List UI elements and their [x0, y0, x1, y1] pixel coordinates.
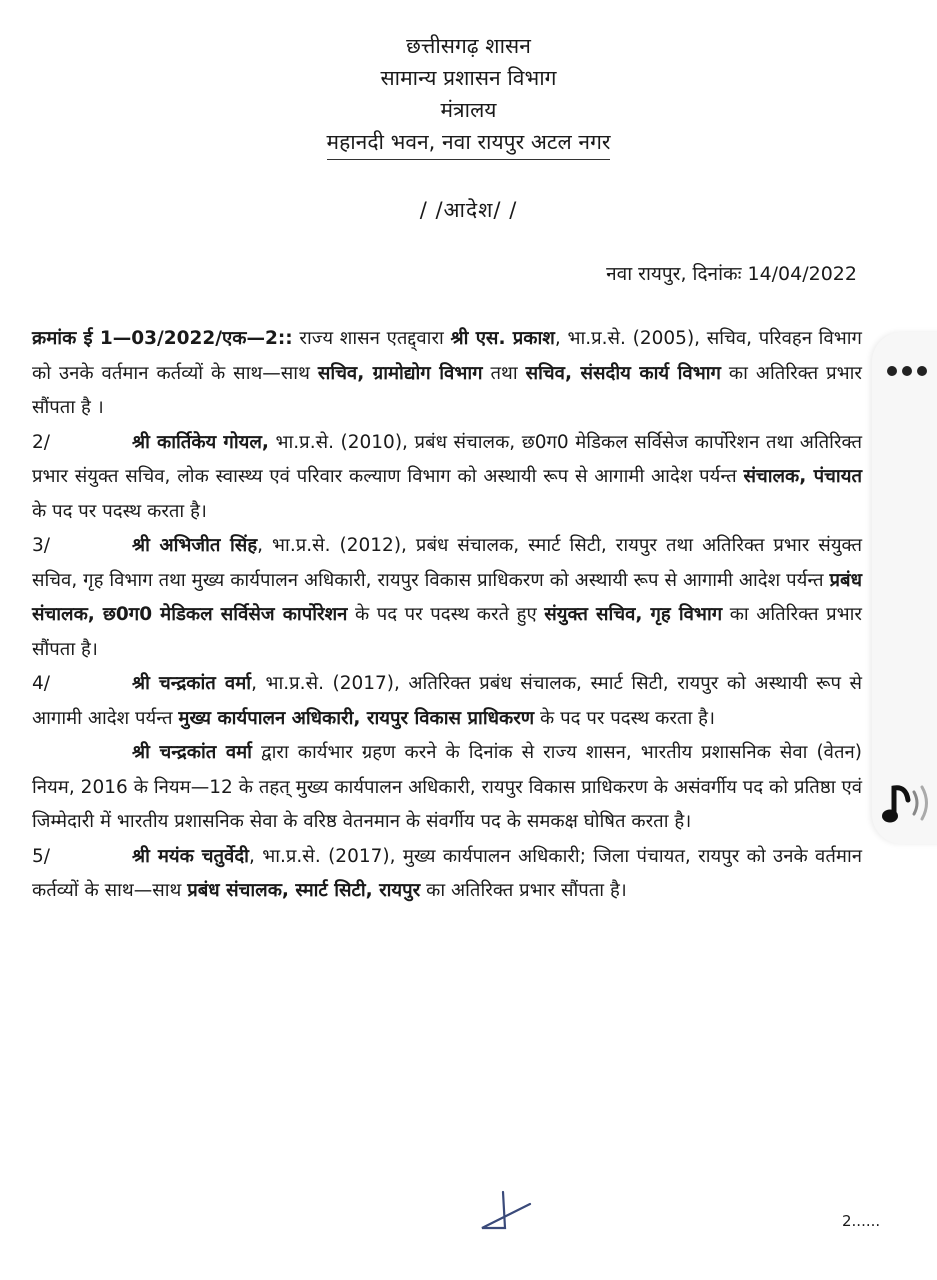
paragraph-3: 3/ श्री अभिजीत सिंह, भा.प्र.से. (2012), प्रबंध संचालक, स्मार्ट सिटी, रायपुर तथा अतिरिक्त प्रभार संयुक्त सचिव, गृह विभाग तथा मुख्य कार्यपालन अधिकारी, रायपुर विकास प्राधिकरण को अस्थायी रूप से आगामी आदेश पर्यन्त प्रबंध संचालक, छ0ग0 मेडिकल सर्विसेज कार्पोरेशन के पद पर पदस्थ करते हुए संयुक्त सचिव, गृह विभाग का अतिरिक्त प्रभार सौंपता है। [32, 529, 862, 667]
paragraph-number: 4/ [32, 673, 51, 694]
header-ministry: मंत्रालय [440, 98, 497, 122]
paragraph-number: 5/ [32, 845, 51, 867]
more-options-button[interactable] [882, 356, 932, 386]
paragraph-1: क्रमांक ई 1—03/2022/एक—2:: राज्य शासन एतद्द्वारा श्री एस. प्रकाश, भा.प्र.से. (2005), सचिव, परिवहन विभाग को उनके वर्तमान कर्तव्यों के साथ—साथ सचिव, ग्रामोद्योग विभाग तथा सचिव, संसदीय कार्य विभाग का अतिरिक्त प्रभार सौंपता है । [32, 328, 863, 418]
reference-number: क्रमांक ई 1—03/2022/एक—2:: [32, 328, 293, 349]
officer-name: श्री चन्द्रकांत वर्मा [132, 673, 252, 694]
officer-name: श्री चन्द्रकांत वर्मा [132, 742, 252, 763]
paragraph-number: 3/ [32, 535, 51, 556]
signature-icon [478, 1190, 538, 1235]
paragraph-4: 4/ श्री चन्द्रकांत वर्मा, भा.प्र.से. (2017), अतिरिक्त प्रबंध संचालक, स्मार्ट सिटी, रायपुर को अस्थायी रूप से आगामी आदेश पर्यन्त मुख्य कार्यपालन अधिकारी, रायपुर विकास प्राधिकरण के पद पर पदस्थ करता है। [32, 667, 862, 736]
header-government: छत्तीसगढ़ शासन [406, 34, 531, 58]
officer-name: श्री मयंक चतुर्वेदी [132, 845, 249, 867]
floating-side-panel [872, 332, 937, 844]
music-note-sound-icon[interactable] [878, 778, 936, 828]
paragraph-5: 5/ श्री मयंक चतुर्वेदी, भा.प्र.से. (2017), मुख्य कार्यपालन अधिकारी; जिला पंचायत, रायपुर को उनके वर्तमान कर्तव्यों के साथ—साथ प्रबंध संचालक, स्मार्ट सिटी, रायपुर का अतिरिक्त प्रभार सौंपता है। [32, 840, 862, 909]
paragraph-number: 2/ [32, 431, 51, 453]
paragraph-2: 2/ श्री कार्तिकेय गोयल, भा.प्र.से. (2010), प्रबंध संचालक, छ0ग0 मेडिकल सर्विसेज कार्पोरेशन तथा अतिरिक्त प्रभार संयुक्त सचिव, लोक स्वास्थ्य एवं परिवार कल्याण विभाग को अस्थायी रूप से आगामी आदेश पर्यन्त संचालक, पंचायत के पद पर पदस्थ करता है। [32, 426, 862, 530]
header-address: महानदी भवन, नवा रायपुर अटल नगर [327, 126, 611, 160]
order-body [32, 322, 862, 909]
document-header [0, 30, 937, 160]
header-department: सामान्य प्रशासन विभाग [380, 66, 557, 90]
date-line: नवा रायपुर, दिनांकः 14/04/2022 [606, 263, 857, 285]
order-title: / /आदेश/ / [419, 198, 518, 222]
officer-name: श्री एस. प्रकाश [450, 328, 555, 349]
paragraph-4-continued: श्री चन्द्रकांत वर्मा द्वारा कार्यभार ग्रहण करने के दिनांक से राज्य शासन, भारतीय प्रशासनिक सेवा (वेतन) नियम, 2016 के नियम—12 के तहत् मुख्य कार्यपालन अधिकारी, रायपुर विकास प्राधिकरण के असंवर्गीय पद को प्रतिष्ठा एवं जिम्मेदारी में भारतीय प्रशासनिक सेवा के वरिष्ठ वेतनमान के संवर्गीय पद के समकक्ष घोषित करता है। [32, 742, 863, 832]
more-horizontal-icon [887, 366, 897, 376]
officer-name: श्री अभिजीत सिंह [132, 535, 258, 556]
officer-name: श्री कार्तिकेय गोयल, [132, 431, 269, 453]
page-continuation: 2...... [842, 1212, 881, 1230]
